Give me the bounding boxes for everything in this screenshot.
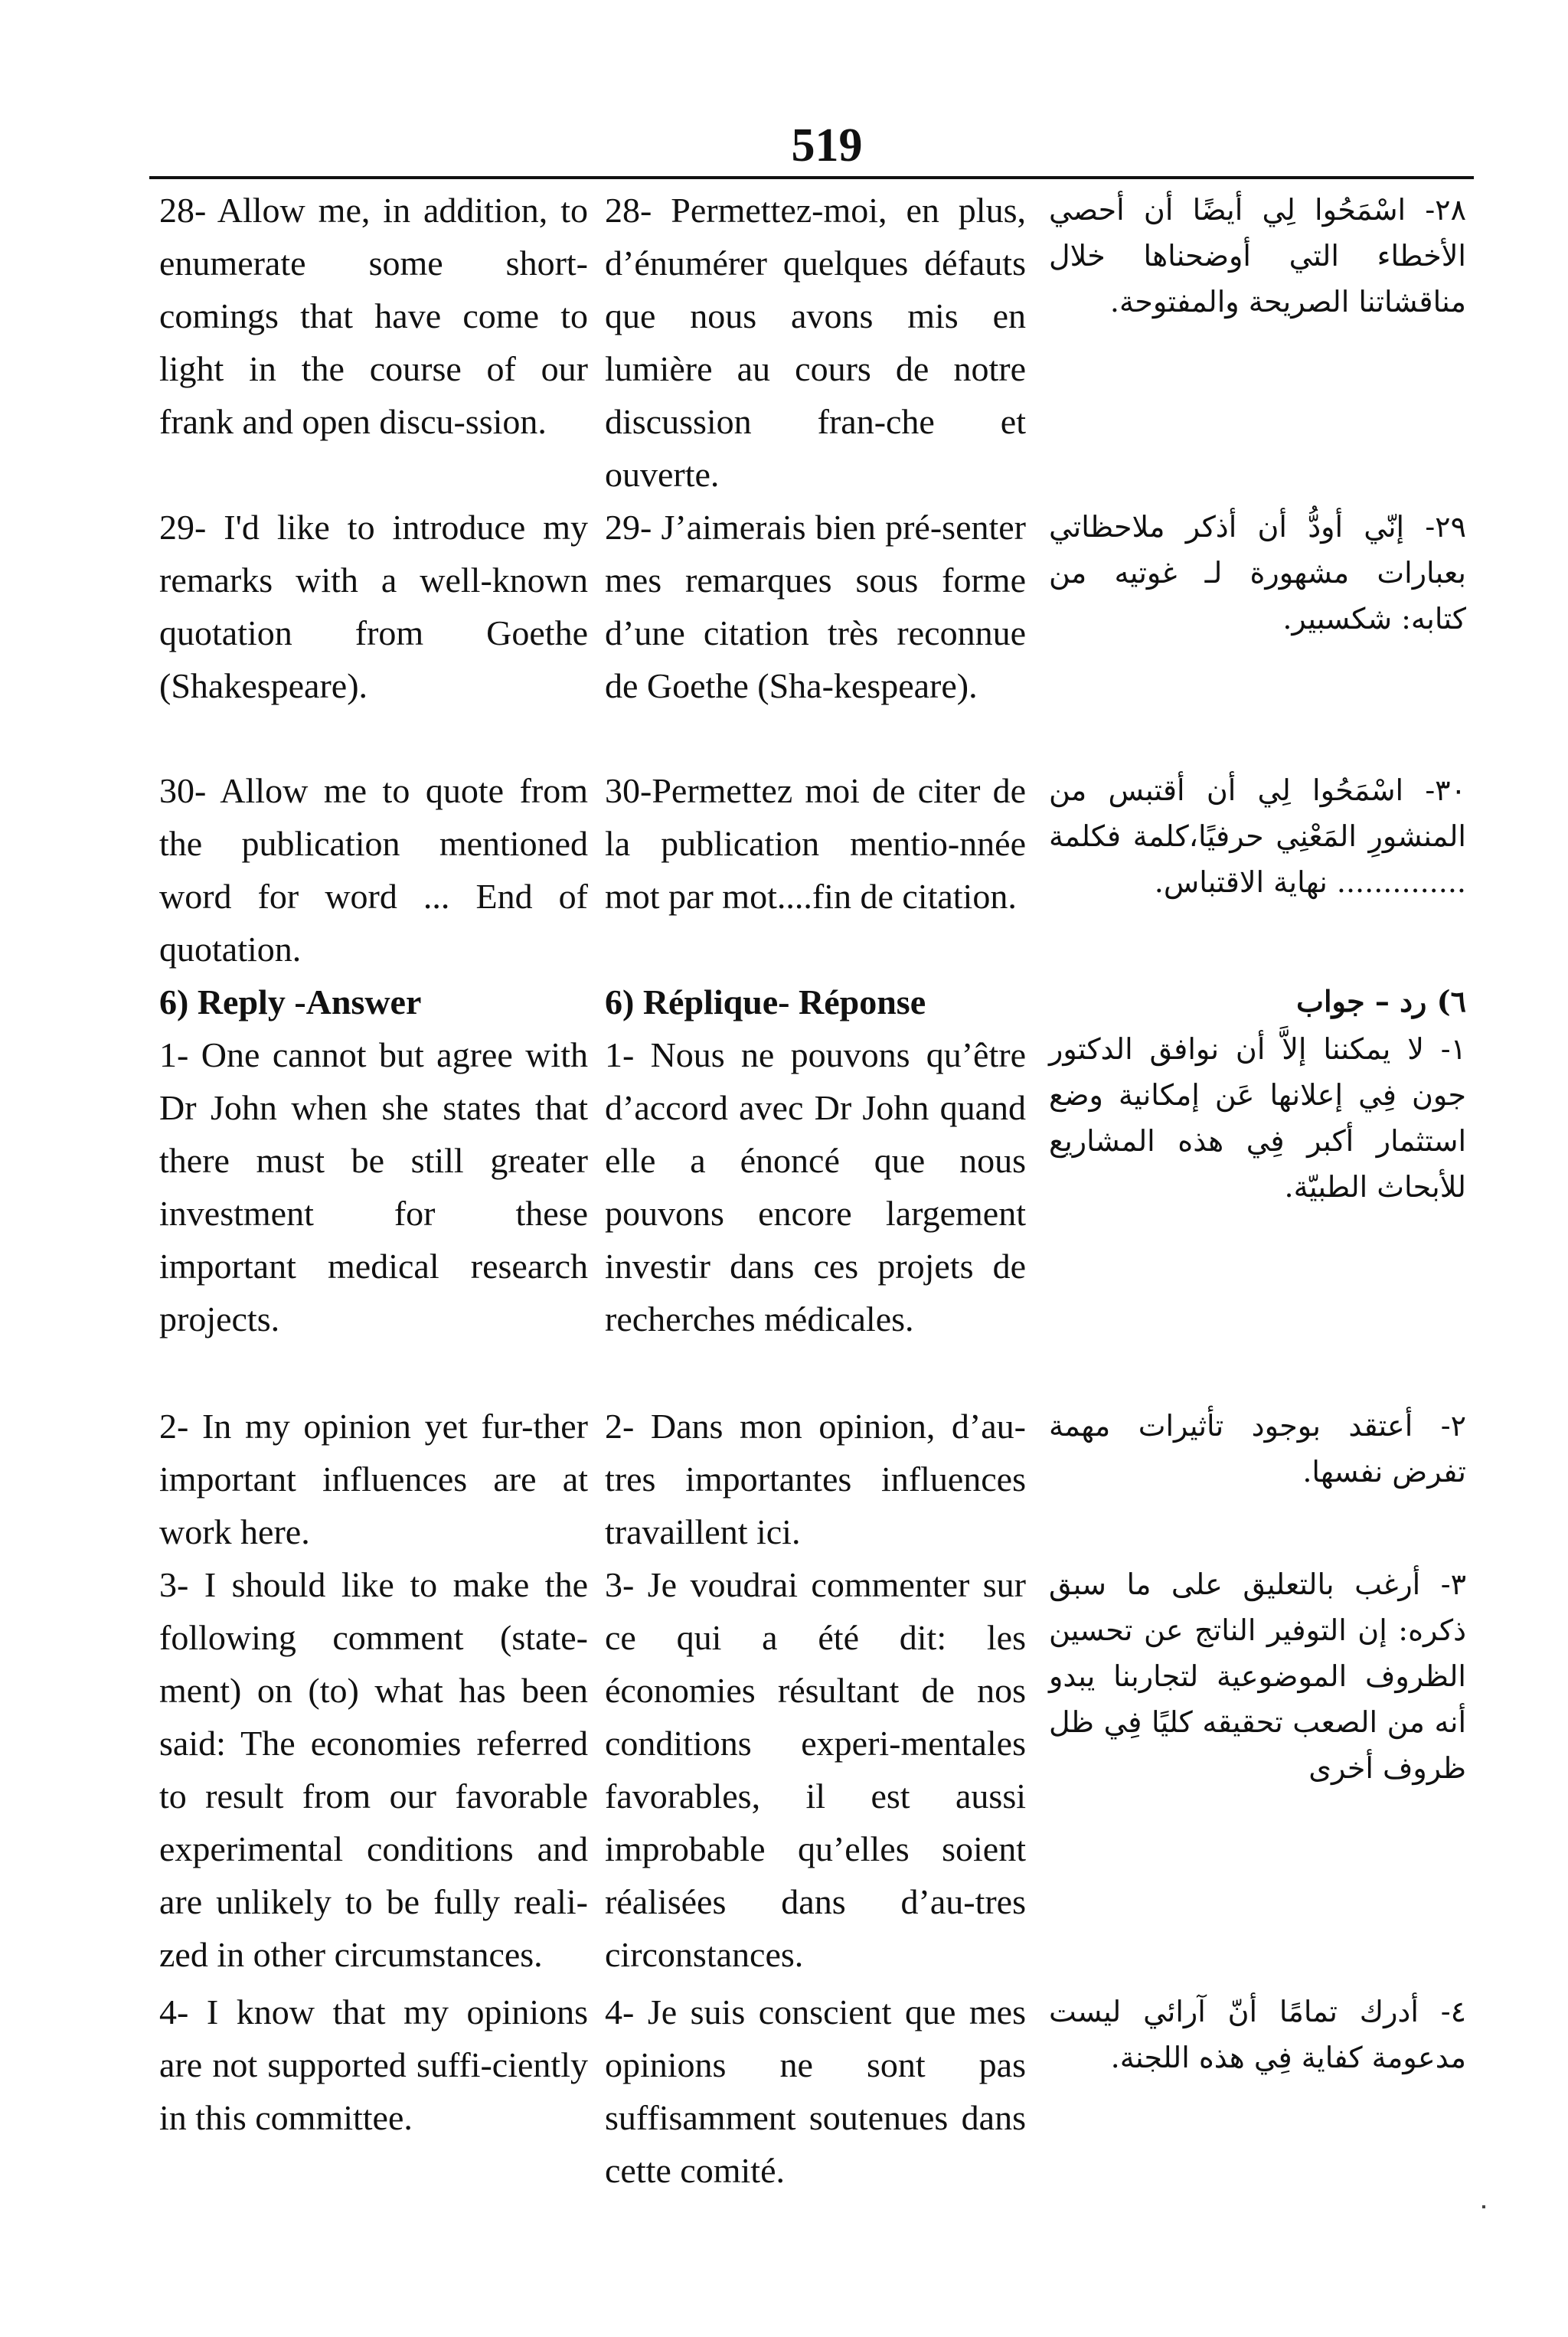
fr-item-4: 4- Je suis conscient que mes opinions ne sont pas suffisamment soutenues dans cette comité.	[605, 1992, 1026, 2190]
en-item-4: 4- I know that my opinions are not supported suffi-ciently in this committee.	[159, 1992, 588, 2137]
fr-item-30: 30-Permettez moi de citer de la publication mentio-nnée mot par mot....fin de citation.	[605, 771, 1026, 916]
ar-section-heading: ٦) رد – جواب	[1296, 984, 1466, 1018]
scan-speck	[1482, 2205, 1485, 2208]
ar-item-29: ٢٩- إنّي أودُّ أن أذكر ملاحظاتي بعبارات مشهورة لـ غوتيه من كتابه: شكسبير.	[1049, 510, 1466, 636]
en-item-1: 1- One cannot but agree with Dr John when she states that there must be still greater investment for these important medical research projects.	[159, 1035, 588, 1338]
header-rule	[149, 176, 1474, 179]
en-item-29: 29- I'd like to introduce my remarks with a well-known quotation from Goethe (Shakespeare).	[159, 508, 588, 705]
en-item-28: 28- Allow me, in addition, to enumerate some short-comings that have come to light in the course of our frank and open discu-ssion.	[159, 191, 588, 441]
ar-item-30: ٣٠- اسْمَحُوا لِي أن أقتبس من المنشورِ المَعْنِي حرفيًا،كلمة فكلمة .............. نهاية الاقتباس.	[1049, 773, 1466, 899]
en-item-30: 30- Allow me to quote from the publication mentioned word for word ... End of quotation.	[159, 771, 588, 969]
ar-item-3: ٣- أرغب بالتعليق على ما سبق ذكره: إن التوفير الناتج عن تحسين الظروف الموضوعية لتجاربنا يبدو أنه من الصعب تحقيقه كليًا فِي ظل ظروف أخرى	[1049, 1567, 1466, 1785]
ar-item-4: ٤- أدرك تمامًا أنّ آرائي ليست مدعومة كفاية فِي هذه اللجنة.	[1049, 1995, 1466, 2074]
en-item-3: 3- I should like to make the following comment (state-ment) on (to) what has been said: The economies referred to result from our favorable experimental conditions and are unlikely to be fully reali-zed in other circumstances.	[159, 1565, 588, 1974]
fr-item-28: 28- Permettez-moi, en plus, d’énumérer quelques défauts que nous avons mis en lumière au cours de notre discussion fran-che et ouverte.	[605, 191, 1026, 494]
fr-item-2: 2- Dans mon opinion, d’au-tres importantes influences travaillent ici.	[605, 1407, 1026, 1551]
ar-item-1: ١- لا يمكننا إلاَّ أن نوافق الدكتور جون فِي إعلانها عَن إمكانية وضع استثمار أكبر فِي هذه المشاريع للأبحاث الطبيّة.	[1049, 1032, 1466, 1204]
fr-item-3: 3- Je voudrai commenter sur ce qui a été dit: les économies résultant de nos conditions experi-mentales favorables, il est aussi improbable qu’elles soient réalisées dans d’au-tres circonstances.	[605, 1565, 1026, 1974]
en-item-2: 2- In my opinion yet fur-ther important influences are at work here.	[159, 1407, 588, 1551]
en-section-heading: 6) Reply -Answer	[159, 982, 422, 1021]
ar-item-2: ٢- أعتقد بوجود تأثيرات مهمة تفرض نفسها.	[1049, 1409, 1466, 1489]
fr-section-heading: 6) Réplique- Réponse	[605, 982, 926, 1021]
fr-item-1: 1- Nous ne pouvons qu’être d’accord avec Dr John quand elle a énoncé que nous pouvons encore largement investir dans ces projets de recherches médicales.	[605, 1035, 1026, 1338]
page-number: 519	[791, 119, 863, 172]
ar-item-28: ٢٨- اسْمَحُوا لِي أيضًا أن أحصي الأخطاء التي أوضحناها خلال مناقشاتنا الصريحة والمفتوحة.	[1049, 193, 1466, 319]
fr-item-29: 29- J’aimerais bien pré-senter mes remarques sous forme d’une citation très reconnue de Goethe (Sha-kespeare).	[605, 508, 1026, 705]
